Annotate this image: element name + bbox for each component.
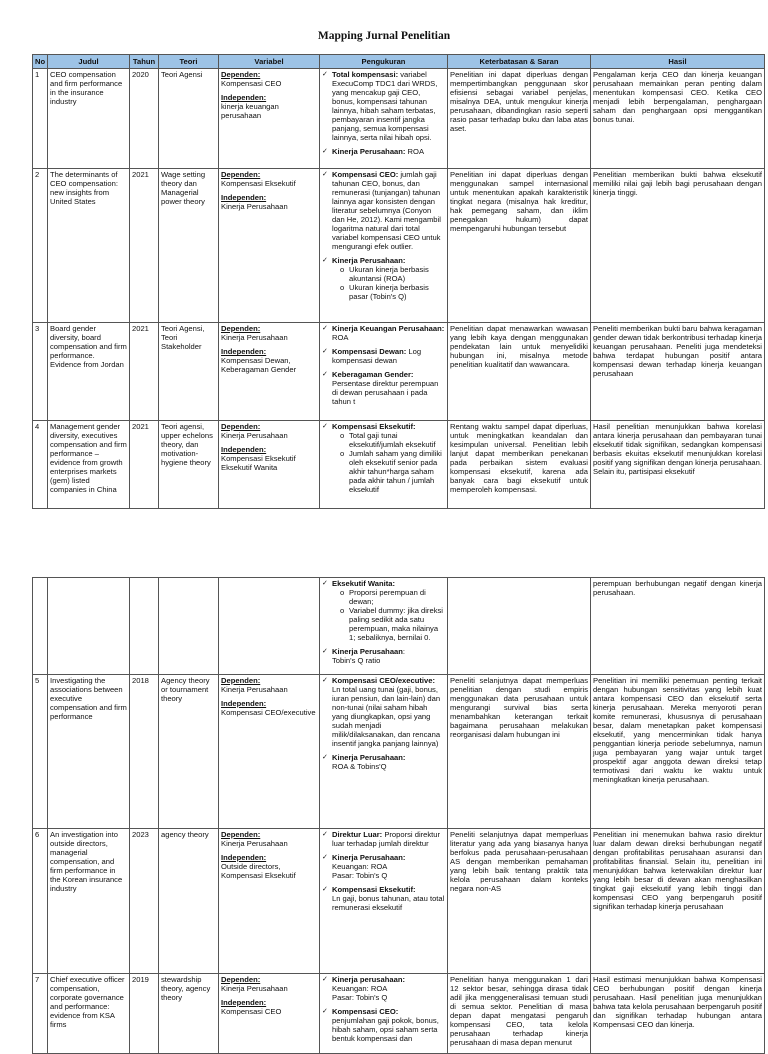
measure-title: Direktur Luar: [332, 830, 383, 839]
cell-no: 6 [33, 829, 48, 974]
cell-pengukuran [320, 169, 448, 323]
cell-judul: Chief executive officer compensation, corporate governance and performance: evidence from KSA firms [48, 974, 130, 1054]
mapping-table-continued [32, 577, 765, 1054]
dependent-value: Kinerja Perusahaan [221, 685, 288, 695]
cell-pengukuran [320, 578, 448, 675]
measure-text: Persentase direktur perempuan di dewan perusahaan i pada tahun t [332, 379, 439, 407]
measure-text: jumlah gaji tahunan CEO, bonus, dan remunerasi (tunjangan) tahunan lainnya agar konsisten dengan literatur sebelumnya (Conyon dan He, 2012). Kami mengambil logaritma natural dari total variabel kompensasi CEO untuk mengurangi efek outlier. [332, 170, 441, 252]
measure-title: Kinerja Perusahaan [332, 647, 403, 657]
dependent-value: Kompensasi CEO [221, 79, 282, 89]
measure-item [322, 324, 445, 342]
measure-text: ROA [405, 147, 425, 157]
cell-keterbatasan: Penelitian ini dapat diperluas dengan menggunakan sampel internasional untuk menentukan apakah karakteristik tingkat negara (misalnya hak kreditur, hak pemegang saham, dan iklim penegakan hukum) dapat mempengaruhi hubungan tersebut [448, 169, 591, 323]
dependent-label: Dependen: [221, 830, 261, 839]
cell-keterbatasan: Peneliti selanjutnya dapat memperluas literatur yang ada yang biasanya hanya berfokus pada perusahaan-perusahaan AS dengan memberikan pemahaman yang lebih baik tentang praktik tata kelola perusahaan dalam konteks negara non-AS [448, 829, 591, 974]
measure-item [322, 579, 445, 642]
table-row [33, 421, 765, 509]
cell-hasil: perempuan berhubungan negatif dengan kinerja perusahaan. [591, 578, 765, 675]
cell-variabel [219, 169, 320, 323]
mapping-table [32, 54, 765, 509]
cell-no: 2 [33, 169, 48, 323]
measure-title: Kompensasi CEO/executive: [332, 676, 435, 685]
measure-line: Pasar: Tobin's Q [332, 993, 388, 1003]
independent-label: Independen: [221, 445, 267, 455]
measure-title: Keberagaman Gender: [332, 370, 414, 380]
measure-item [322, 170, 445, 251]
header-hasil: Hasil [591, 55, 765, 69]
measure-item [322, 885, 445, 912]
cell-no: 1 [33, 69, 48, 169]
cell-pengukuran [320, 974, 448, 1054]
table-row [33, 69, 765, 169]
header-pengukuran: Pengukuran [320, 55, 448, 69]
measure-title: Total kompensasi: [332, 70, 399, 80]
cell-hasil: Penelitian ini menemukan bahwa rasio direktur luar dalam dewan direksi berhubungan negatif dengan profitabilitas perusahaan asuransi dan profitabilitas finansial. Selain itu, penelitian ini menunjukkan bahwa keterwakilan direktur luar yang lebih besar di dewan akan menghasilkan tingkat gaji eksekutif yang lebih tinggi dan kompensasi CEO yang berpengaruh positif signifikan terhadap kinerja perusahaan [591, 829, 765, 974]
cell-keterbatasan: Rentang waktu sampel dapat diperluas, untuk meningkatkan keandalan dan kesimpulan universal. Penelitian lebih lanjut dapat memberikan penekanan pada perbaikan sistem evaluasi kompensasi eksekutif, karena ada banyak cara bagi eksekutif untuk memperoleh kompensasi. [448, 421, 591, 509]
cell-tahun: 2020 [130, 69, 159, 169]
dependent-label: Dependen: [221, 975, 261, 984]
dependent-value: Kinerja Perusahaan [221, 984, 288, 994]
measure-item [322, 830, 445, 848]
measure-item [322, 853, 445, 880]
measure-title: Kinerja Perusahaan: [332, 256, 406, 266]
table-header-row [33, 55, 765, 69]
measure-item [322, 70, 445, 142]
measure-title: Kompensasi CEO: [332, 1007, 399, 1017]
measure-text: ROA & Tobins'Q [332, 762, 387, 772]
measure-text: Ln total uang tunai (gaji, bonus, iuran pensiun, dan lain-lain) dan non-tunai (nilai saham hibah yang diungkapkan, opsi yang sudah menjadi milik/dilaksanakan, dan rencana insentif jangka panjang lainnya) [332, 685, 441, 749]
cell-keterbatasan: Peneliti selanjutnya dapat memperluas penelitian dengan studi empiris menggunakan data perusahaan untuk mengurangi survival bias serta menambahkan keterangan terkait bagaimana perusahaan melakukan reorganisasi dalam hubungan ini [448, 675, 591, 829]
cell-teori: stewardship theory, agency theory [159, 974, 219, 1054]
cell-keterbatasan: Penelitian dapat menawarkan wawasan yang lebih kaya dengan menggunakan pendekatan lain untuk menyelidiki hubungan ini, misalnya metode penelitian kualitatif dan wawancara. [448, 323, 591, 421]
measure-item [322, 147, 445, 156]
measure-text: Ln gaji, bonus tahunan, atau total remunerasi eksekutif [332, 894, 445, 913]
measure-item [322, 647, 445, 665]
measure-item [322, 1007, 445, 1043]
measure-line: Keuangan: ROA [332, 862, 388, 872]
measure-title: Kompensasi Eksekutif: [332, 885, 416, 895]
cell-no [33, 578, 48, 675]
cell-variabel [219, 421, 320, 509]
dependent-label: Dependen: [221, 70, 261, 80]
measure-title: Kinerja perusahaan: [332, 975, 406, 984]
cell-no: 3 [33, 323, 48, 421]
cell-no: 7 [33, 974, 48, 1054]
dependent-label: Dependen: [221, 676, 261, 685]
cell-tahun: 2018 [130, 675, 159, 829]
header-judul: Judul [48, 55, 130, 69]
measure-line: Keuangan: ROA [332, 984, 388, 994]
measure-text: Log kompensasi dewan [332, 347, 422, 366]
cell-tahun: 2019 [130, 974, 159, 1054]
header-variabel: Variabel [219, 55, 320, 69]
cell-teori: agency theory [159, 829, 219, 974]
cell-pengukuran [320, 829, 448, 974]
header-teori: Teori [159, 55, 219, 69]
dependent-label: Dependen: [221, 422, 261, 432]
measure-item [322, 347, 445, 365]
independent-label: Independen: [221, 853, 267, 863]
measure-item [322, 422, 445, 494]
cell-keterbatasan: Penelitian hanya menggunakan 1 dari 12 sektor besar, sehingga dirasa tidak adil jika menggeneralisasi temuan studi di semua sektor. Penelitian di masa depan dapat mengatasi pengaruh kompensasi CEO, tata kelola perusahaan terhadap kinerja perusahaan di masa depan menurut [448, 974, 591, 1054]
cell-teori: Teori Agensi, Teori Stakeholder [159, 323, 219, 421]
cell-pengukuran [320, 421, 448, 509]
header-tahun: Tahun [130, 55, 159, 69]
dependent-value: Kompensasi Eksekutif [221, 179, 296, 189]
measure-item [322, 676, 445, 748]
cell-tahun: 2021 [130, 323, 159, 421]
measure-item [322, 370, 445, 406]
cell-judul: Board gender diversity, board compensation and firm performance. Evidence from Jordan [48, 323, 130, 421]
measure-title: Kompensasi Eksekutif: [332, 422, 416, 432]
sub-item: o Total gaji tunai eksekutif/jumlah eksekutif [340, 431, 445, 449]
independent-value: Kinerja Perusahaan [221, 202, 288, 212]
measure-line: Pasar: Tobin's Q [332, 871, 388, 881]
measure-item [322, 975, 445, 1002]
measure-item [322, 256, 445, 301]
independent-value: Kompensasi CEO/executive [221, 708, 316, 718]
independent-label: Independen: [221, 193, 267, 203]
table-row [33, 578, 765, 675]
cell-judul: CEO compensation and firm performance in the insurance industry [48, 69, 130, 169]
measure-text: : [402, 647, 406, 657]
independent-label: Independen: [221, 998, 267, 1008]
measure-title: Kinerja Perusahaan: [332, 853, 406, 863]
measure-title: Kompensasi Dewan: [332, 347, 407, 357]
cell-keterbatasan: Penelitian ini dapat diperluas dengan mempertimbangkan penggunaan skor efisiensi sebagai variabel penjelas, misalnya DEA, untuk mengukur kinerja perusahaan, dibandingkan rasio seperti rasio pasar terhadap buku dan laba atas aset. [448, 69, 591, 169]
table-row [33, 169, 765, 323]
cell-no: 4 [33, 421, 48, 509]
cell-tahun: 2021 [130, 169, 159, 323]
cell-pengukuran [320, 675, 448, 829]
cell-judul [48, 578, 130, 675]
cell-judul: The determinants of CEO compensation: new insights from United States [48, 169, 130, 323]
dependent-label: Dependen: [221, 324, 261, 334]
measure-title: Eksekutif Wanita: [332, 579, 396, 588]
measure-text: Proporsi direktur luar terhadap jumlah direktur [332, 830, 441, 849]
page-title: Mapping Jurnal Penelitian [317, 30, 451, 42]
independent-value: Outside directors, Kompensasi Eksekutif [221, 862, 296, 881]
independent-value: Kompensasi CEO [221, 1007, 282, 1017]
sub-item: o Proporsi perempuan di dewan; [340, 588, 445, 606]
measure-line: Tobin's Q ratio [332, 656, 381, 666]
sub-item: o Jumlah saham yang dimiliki oleh eksekutif senior pada akhir tahun*harga saham pada akhir tahun / jumlah eksekutif [340, 449, 445, 494]
cell-judul: An investigation into outside directors, managerial compensation, and firm performance in the Korean insurance industry [48, 829, 130, 974]
cell-hasil: Hasil penelitian menunjukkan bahwa korelasi antara kinerja perusahaan dan pembayaran tunai eksekutif tidak signifikan, sedangkan kompensasi berbasis ekuitas eksekutif menunjukkan korelasi positif yang signifikan dengan kinerja perusahaan. Selain itu, partisipasi eksekutif [591, 421, 765, 509]
cell-tahun: 2023 [130, 829, 159, 974]
independent-label: Independen: [221, 699, 267, 709]
cell-teori: Wage setting theory dan Managerial power theory [159, 169, 219, 323]
sub-item: o Ukuran kinerja berbasis akuntansi (ROA) [340, 265, 445, 283]
cell-keterbatasan [448, 578, 591, 675]
header-keterbatasan: Keterbatasan & Saran [448, 55, 591, 69]
cell-teori: Teori Agensi [159, 69, 219, 169]
sub-item: o Ukuran kinerja berbasis pasar (Tobin's Q) [340, 283, 445, 301]
table-row [33, 675, 765, 829]
cell-tahun: 2021 [130, 421, 159, 509]
cell-pengukuran [320, 323, 448, 421]
header-no: No [33, 55, 48, 69]
cell-variabel [219, 974, 320, 1054]
cell-variabel [219, 675, 320, 829]
cell-hasil: Penelitian ini memiliki penemuan penting terkait dengan hubungan sensitivitas yang lebih kuat antara kompensasi CEO dan eksekutif serta kinerja perusahaan. Mereka menyoroti peran komite remunerasi, khususnya di perusahaan besar, dalam menetapkan paket kompensasi eksekutif, yang mencerminkan tidak hanya penggantian kinerja periode sebelumnya, namun juga pembayaran yang wajar untuk target prospektif agar anggota dewan direksi tetap termotivasi dari waktu ke waktu untuk meningkatkan kinerja perusahaan. [591, 675, 765, 829]
measure-title: Kompensasi CEO: [332, 170, 399, 180]
independent-value: Kompensasi Dewan, Keberagaman Gender [221, 356, 297, 375]
cell-judul: Management gender diversity, executives compensation and firm performance – evidence from growth enterprises markets (gem) listed companies in China [48, 421, 130, 509]
measure-text: variabel ExecuComp TDC1 dari WRDS, yang mencakup gaji CEO, bonus, kompensasi tahunan lainnya, hibah saham terbatas, pembayaran insentif jangka panjang, semua kompensasi lainnya, serta nilai hibah opsi. [332, 70, 438, 143]
cell-variabel [219, 69, 320, 169]
dependent-value: Kinerja Perusahaan [221, 333, 288, 343]
cell-variabel [219, 829, 320, 974]
independent-value: Kompensasi Eksekutif Eksekutif Wanita [221, 454, 296, 473]
dependent-value: Kinerja Perusahaan [221, 839, 288, 849]
measure-text: ROA [332, 333, 349, 343]
cell-hasil: Peneliti memberikan bukti baru bahwa keragaman gender dewan tidak berkontribusi terhadap kinerja keuangan perusahaan. Peneliti juga mendeteksi bahwa terdapat hubungan positif antara kompensasi dewan terhadap kinerja keuangan perusahaan [591, 323, 765, 421]
independent-label: Independen: [221, 93, 267, 103]
cell-teori [159, 578, 219, 675]
cell-teori: Teori agensi, upper echelons theory, dan motivation-hygiene theory [159, 421, 219, 509]
cell-tahun [130, 578, 159, 675]
table-row [33, 974, 765, 1054]
measure-title: Kinerja Perusahaan: [332, 753, 406, 763]
table-row [33, 323, 765, 421]
cell-pengukuran [320, 69, 448, 169]
cell-teori: Agency theory or tournament theory [159, 675, 219, 829]
measure-text: penjumlahan gaji pokok, bonus, hibah saham, opsi saham serta bentuk kompensasi dan [332, 1016, 439, 1044]
cell-hasil: Hasil estimasi menunjukkan bahwa Kompensasi CEO berhubungan positif dengan kinerja perusahaan. Hasil penelitian juga menunjukkan bahwa tata kelola perusahaan berpengaruh positif dan signifikan terhadap hubungan antara Kompensasi CEO dan kinerja. [591, 974, 765, 1054]
sub-item: o Variabel dummy: jika direksi paling sedikit ada satu perempuan, maka nilainya 1; sebaliknya, bernilai 0. [340, 606, 445, 642]
cell-variabel [219, 578, 320, 675]
dependent-value: Kinerja Perusahaan [221, 431, 288, 441]
independent-label: Independen: [221, 347, 267, 357]
table-row [33, 829, 765, 974]
measure-item [322, 753, 445, 771]
cell-no: 5 [33, 675, 48, 829]
independent-value: kinerja keuangan perusahaan [221, 102, 279, 121]
cell-variabel [219, 323, 320, 421]
cell-hasil: Pengalaman kerja CEO dan kinerja keuangan perusahaan memainkan peran penting dalam menentukan kompensasi CEO. Ketika CEO menjadi lebih berpengalaman, penghargaan saham dan penghargaan opsi menggantikan bonus tunai. [591, 69, 765, 169]
cell-hasil: Penelitian memberikan bukti bahwa eksekutif memiliki nilai gaji lebih bagi perusahaan dengan kinerja tinggi. [591, 169, 765, 323]
cell-judul: Investigating the associations between executive compensation and firm performance [48, 675, 130, 829]
measure-title: Kinerja Perusahaan: [332, 147, 406, 157]
dependent-label: Dependen: [221, 170, 261, 180]
measure-title: Kinerja Keuangan Perusahaan: [332, 324, 445, 334]
